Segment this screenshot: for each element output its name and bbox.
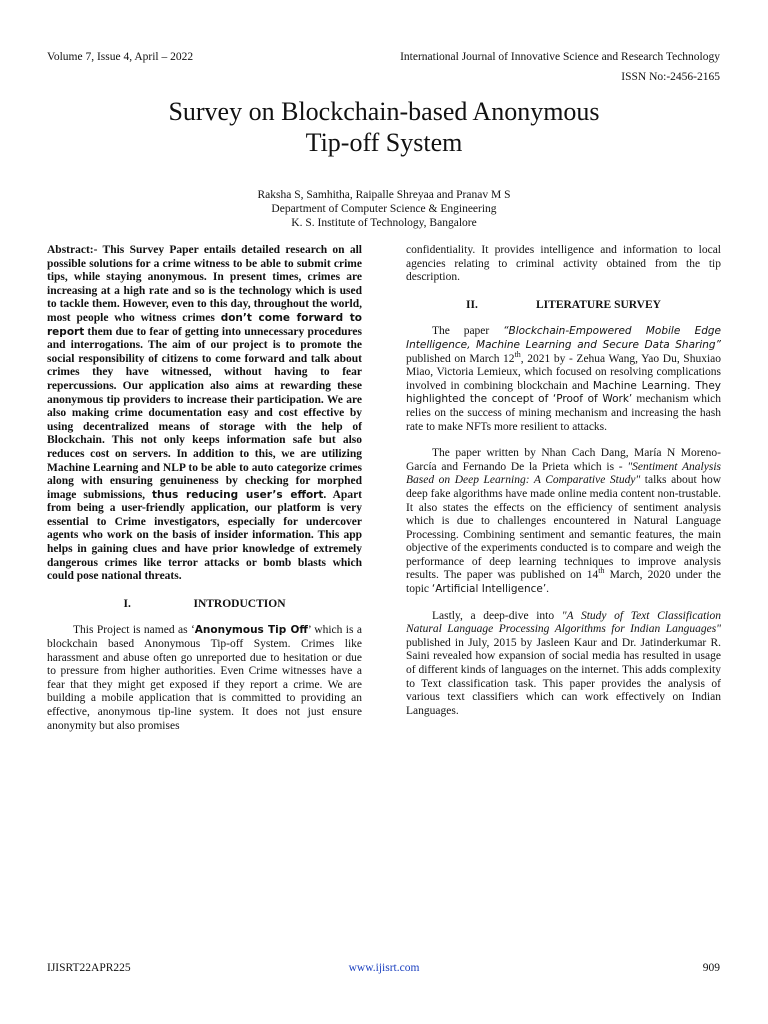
introduction-paragraph: This Project is named as ‘Anonymous Tip Off’ which is a blockchain based Anonymous Tip-off System. Crimes like harassment and abuse often go unreported due to hesitation or due to pressure from higher authorities. Even Crime witnesses have a fear that they might get exposed if they report a crime. We are building a mobile application that is committed to providing an effective, anonymous tip-line system. It does not just ensure anonymity but also promises (47, 624, 362, 732)
title-line-2: Tip-off System (305, 128, 463, 157)
section-title: INTRODUCTION (193, 597, 286, 610)
section-number: I. (123, 597, 131, 610)
abstract-quote-1: don’t come forward to report (47, 311, 362, 338)
title-line-1: Survey on Blockchain-based Anonymous (168, 97, 600, 126)
right-column (406, 244, 721, 718)
header-issn: ISSN No:-2456-2165 (621, 71, 720, 83)
header-volume: Volume 7, Issue 4, April – 2022 (47, 51, 194, 63)
cited-topic: ‘Artificial Intelligence’ (431, 583, 547, 596)
paper-title (0, 96, 768, 158)
literature-paragraph-2: The paper written by Nhan Cach Dang, María N Moreno-García and Fernando De la Prieta which is - "Sentiment Analysis Based on Deep Learning: A Comparative Study" talks about how deep fake algorithms have made online media content non-trustable. It also states the effects on the efficiency of sentiment analysis which is due to challenges encountered in Natural Language Processing. Combining sentiment and semantic features, the main objective of the experiments conducted is to compare and weigh the performance of deep learning techniques to improve analysis results. The paper was published on 14th March, 2020 under the topic ‘Artificial Intelligence’. (406, 447, 722, 596)
cited-title: “Blockchain-Empowered Mobile Edge Intelligence, Machine Learning and Secure Data Sharing” (406, 325, 721, 351)
author-department: Department of Computer Science & Engineering (271, 203, 497, 215)
author-block (0, 188, 768, 230)
literature-paragraph-1: The paper “Blockchain-Empowered Mobile Edge Intelligence, Machine Learning and Secure Data Sharing” published on March 12th, 2021 by - Zehua Wang, Yao Du, Shuxiao Miao, Victoria Lemieux, which focused on resolving complications involved in combining blockchain and Machine Learning. They highlighted the concept of ‘Proof of Work’ mechanism which relies on the success of mining mechanism and increasing the hash rate to make NFTs more resilient to attacks. (406, 325, 722, 433)
section-heading-introduction (47, 598, 362, 612)
section-title: LITERATURE SURVEY (536, 298, 661, 311)
cited-title: "A Study of Text Classification Natural Language Processing Algorithms for Indian Languages" (406, 609, 721, 636)
abstract: Abstract:- This Survey Paper entails detailed research on all possible solutions for a crime witness to be able to submit crime tips, while staying anonymous. In present times, crimes are increasing at a high rate and so is the technology which is used to tackle them. However, even to this day, throughout the world, most people who witness crimes don’t come forward to report them due to fear of getting into unnecessary procedures and interrogations. The aim of our project is to promote the social responsibility of citizens to come forward and talk about crimes they have witnessed, without having to fear repercussions. Our application also aims at rewarding these anonymous tip providers to increase their participation. We are also making crime documentation easy and cost effective by using decentralized means of storage with the help of Blockchain. This not only keeps information safe but also reduces cost on servers. In addition to this, we are utilizing Machine Learning and NLP to be able to auto categorize crimes along with ensuring genuineness by checking for morphed image submissions, thus reducing user’s effort. Apart from being a user-friendly application, our platform is very essential to Crime investigators, especially for undercover agents who work on the basis of insider information. This app helps in gaining clues and have prior knowledge of extremely dangerous crimes like terror attacks or bomb blasts which could pose national threats. (47, 244, 362, 583)
project-name: Anonymous Tip Off (194, 624, 308, 637)
section-number: II. (466, 298, 478, 311)
author-names: Raksha S, Samhitha, Raipalle Shreyaa and Pranav M S (257, 189, 511, 201)
continued-paragraph: confidentiality. It provides intelligence and information to local agencies relating to criminal activity obtained from the tip description. (406, 244, 721, 284)
author-institution: K. S. Institute of Technology, Bangalore (291, 217, 477, 229)
footer-page-number: 909 (702, 962, 720, 974)
literature-paragraph-3: Lastly, a deep-dive into "A Study of Text Classification Natural Language Processing Algorithms for Indian Languages" published in July, 2015 by Jasleen Kaur and Dr. Jatinderkumar R. Saini revealed how expansion of social media has resulted in usage of different kinds of languages on the internet. This adds complexity to Text classification task. This paper provides the analysis of various text classifiers which can work effectively on Indian Languages. (406, 609, 721, 717)
cited-title: "Sentiment Analysis Based on Deep Learning: A Comparative Study" (406, 460, 721, 487)
footer-website-link[interactable]: www.ijisrt.com (348, 962, 420, 974)
left-column (47, 244, 362, 733)
abstract-quote-2: thus reducing user’s effort (152, 488, 324, 501)
section-heading-literature-survey (406, 299, 721, 313)
footer-paper-id: IJISRT22APR225 (47, 962, 131, 974)
header-journal: International Journal of Innovative Science and Research Technology (400, 51, 720, 63)
